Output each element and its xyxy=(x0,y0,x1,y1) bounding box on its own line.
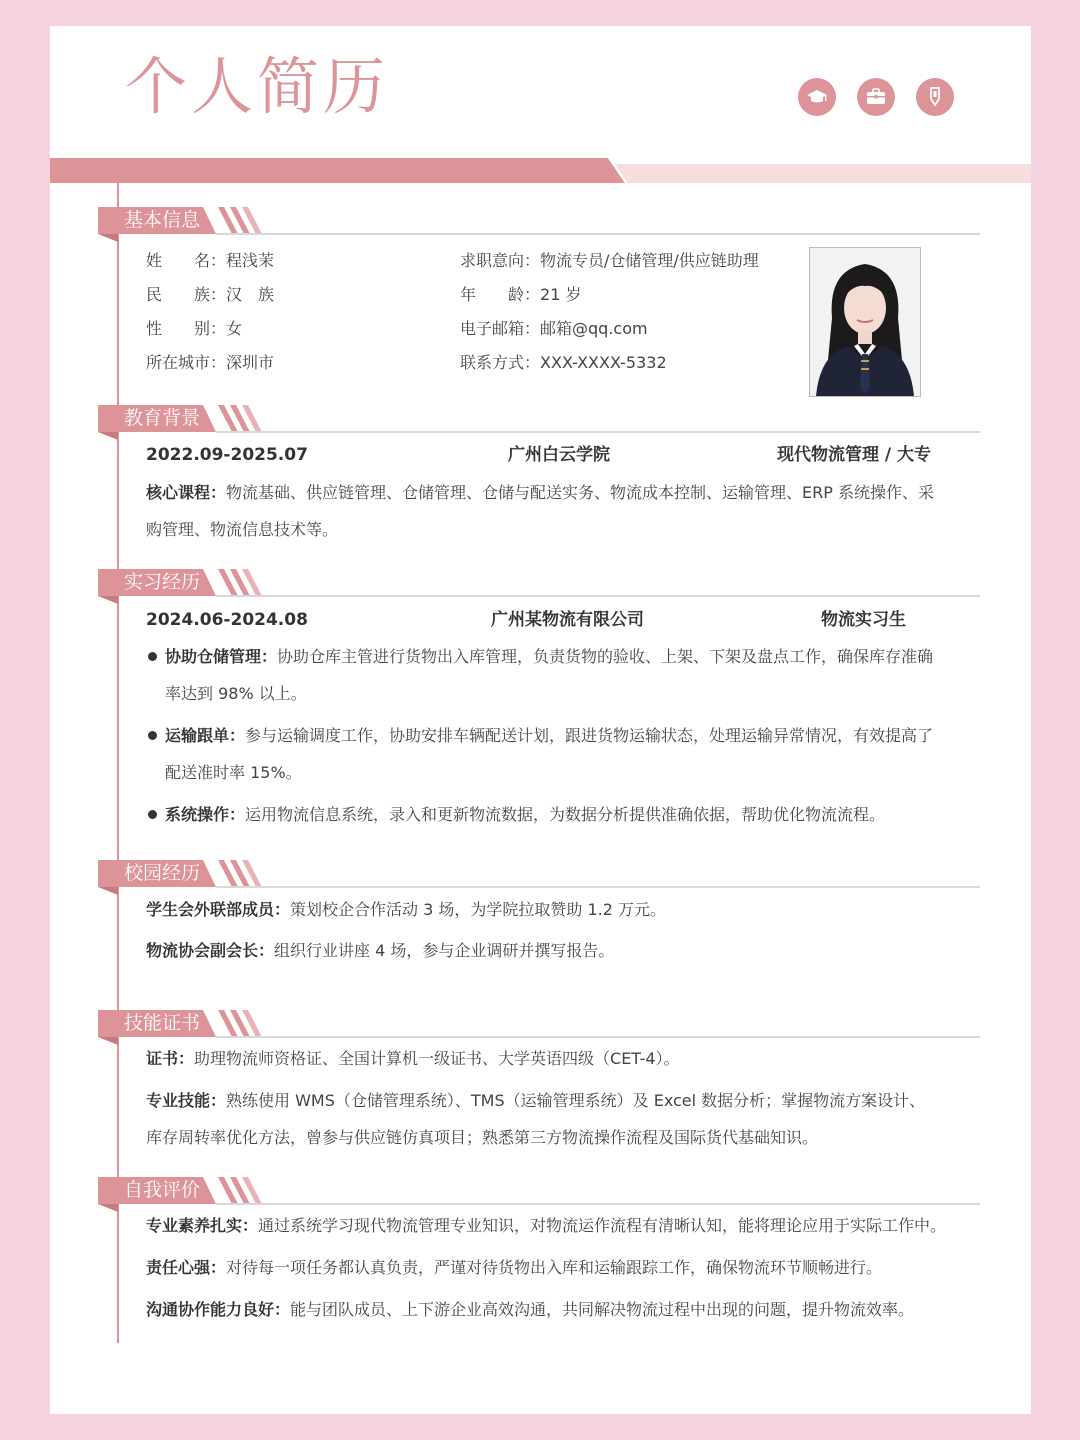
name-row xyxy=(146,250,274,272)
email-row xyxy=(460,318,648,340)
intention-value: 物流专员/仓储管理/供应链助理 xyxy=(540,251,759,270)
item-label: 物流协会副会长： xyxy=(146,941,275,960)
section-title: 自我评价 xyxy=(124,1179,201,1201)
section-header-basic xyxy=(98,207,980,245)
item-label: 证书： xyxy=(146,1049,195,1068)
bullet-dot xyxy=(148,652,157,661)
section-fold xyxy=(98,887,118,895)
item-text: 对待每一项任务都认真负责，严谨对待货物出入库和运输跟踪工作，确保物流环节顺畅进行。 xyxy=(226,1258,883,1277)
age-row xyxy=(460,284,581,306)
phone-row xyxy=(460,352,667,374)
section-fold xyxy=(98,1037,118,1045)
professional-skills xyxy=(146,1082,976,1156)
item-text: 助理物流师资格证、全国计算机一级证书、大学英语四级（CET-4）。 xyxy=(194,1049,680,1068)
graduation-cap-icon xyxy=(798,78,836,116)
item-label: 责任心强： xyxy=(146,1258,227,1277)
section-header-campus xyxy=(98,860,980,898)
section-fold xyxy=(98,432,118,440)
email-label: 电子邮箱： xyxy=(460,319,541,338)
item-label: 学生会外联部成员： xyxy=(146,900,291,919)
self-item xyxy=(146,1215,946,1237)
name-label: 姓 名： xyxy=(146,251,227,270)
phone-label: 联系方式： xyxy=(460,353,541,372)
section-rule xyxy=(216,886,980,888)
section-fold xyxy=(98,596,118,604)
item-label: 协助仓储管理： xyxy=(165,647,278,666)
header-banner xyxy=(50,158,625,183)
item-text-cont: 配送准时率 15%。 xyxy=(165,763,302,782)
section-title: 教育背景 xyxy=(124,407,201,429)
ethnicity-row xyxy=(146,284,274,306)
internship-item xyxy=(165,638,965,712)
section-fold xyxy=(98,1204,118,1212)
item-text: 协助仓库主管进行货物出入库管理，负责货物的验收、上架、下架及盘点工作，确保库存准确 xyxy=(277,647,934,666)
briefcase-icon xyxy=(857,78,895,116)
section-header-self xyxy=(98,1177,980,1215)
item-text: 组织行业讲座 4 场，参与企业调研并撰写报告。 xyxy=(274,941,615,960)
gender-row xyxy=(146,318,242,340)
age-label: 年 龄： xyxy=(460,285,541,304)
internship-item xyxy=(165,796,965,833)
item-text: 熟练使用 WMS（仓储管理系统）、TMS（运输管理系统）及 Excel 数据分析；掌握物流方案设计、 xyxy=(226,1091,926,1110)
section-header-internship xyxy=(98,569,980,607)
ethnicity-value: 汉 族 xyxy=(226,285,275,304)
timeline-line xyxy=(117,183,119,1343)
header-banner-light xyxy=(615,164,1031,183)
gender-label: 性 别： xyxy=(146,319,227,338)
name-value: 程浅茉 xyxy=(226,251,275,270)
internship-item xyxy=(165,717,965,791)
item-text: 运用物流信息系统，录入和更新物流数据，为数据分析提供准确依据，帮助优化物流流程。 xyxy=(245,805,886,824)
phone-value: XXX-XXXX-5332 xyxy=(540,353,667,372)
email-value: 邮箱@qq.com xyxy=(540,319,648,338)
section-rule xyxy=(216,233,980,235)
pen-icon xyxy=(916,78,954,116)
age-value: 21 岁 xyxy=(540,285,582,304)
section-title: 实习经历 xyxy=(124,571,201,593)
header-icons xyxy=(798,78,954,116)
bullet-dot xyxy=(148,810,157,819)
self-item xyxy=(146,1299,914,1321)
section-rule xyxy=(216,595,980,597)
bullet-dot xyxy=(148,731,157,740)
item-label: 运输跟单： xyxy=(165,726,246,745)
education-school: 广州白云学院 xyxy=(508,445,610,465)
section-rule xyxy=(216,1203,980,1205)
item-text: 策划校企合作活动 3 场，为学院拉取赞助 1.2 万元。 xyxy=(290,900,666,919)
item-text-cont: 率达到 98% 以上。 xyxy=(165,684,307,703)
item-label: 专业技能： xyxy=(146,1091,227,1110)
ethnicity-label: 民 族： xyxy=(146,285,227,304)
page-title: 个人简历 xyxy=(125,50,390,123)
city-row xyxy=(146,352,274,374)
section-stripes xyxy=(214,1177,264,1204)
city-value: 深圳市 xyxy=(226,353,275,372)
section-fold xyxy=(98,234,118,242)
item-text: 参与运输调度工作，协助安排车辆配送计划，跟进货物运输状态，处理运输异常情况，有效提高了 xyxy=(245,726,934,745)
gender-value: 女 xyxy=(226,319,243,338)
section-stripes xyxy=(214,860,264,887)
section-stripes xyxy=(214,569,264,596)
courses-label: 核心课程： xyxy=(146,483,227,502)
intention-row xyxy=(460,250,759,272)
section-title: 校园经历 xyxy=(124,862,201,884)
section-rule xyxy=(216,431,980,433)
item-text: 能与团队成员、上下游企业高效沟通，共同解决物流过程中出现的问题，提升物流效率。 xyxy=(290,1300,915,1319)
section-stripes xyxy=(214,1010,264,1037)
education-courses xyxy=(146,474,966,548)
section-header-education xyxy=(98,405,980,443)
item-text-cont: 库存周转率优化方法，曾参与供应链仿真项目；熟悉第三方物流操作流程及国际货代基础知识。 xyxy=(146,1128,819,1147)
education-period: 2022.09-2025.07 xyxy=(146,445,308,465)
resume-page xyxy=(50,26,1031,1414)
item-text: 通过系统学习现代物流管理专业知识，对物流运作流程有清晰认知，能将理论应用于实际工作中。 xyxy=(258,1216,947,1235)
section-header-skills xyxy=(98,1010,980,1048)
internship-role: 物流实习生 xyxy=(821,610,906,630)
internship-company: 广州某物流有限公司 xyxy=(491,610,644,630)
city-label: 所在城市： xyxy=(146,353,227,372)
courses-line2: 购管理、物流信息技术等。 xyxy=(146,520,339,539)
section-stripes xyxy=(214,405,264,432)
intention-label: 求职意向： xyxy=(460,251,541,270)
section-title: 基本信息 xyxy=(124,209,201,231)
internship-period: 2024.06-2024.08 xyxy=(146,610,308,630)
self-item xyxy=(146,1257,882,1279)
campus-item xyxy=(146,899,666,921)
profile-photo xyxy=(809,247,921,397)
courses-line1: 物流基础、供应链管理、仓储管理、仓储与配送实务、物流成本控制、运输管理、ERP 系统操作、采 xyxy=(226,483,934,502)
certificates xyxy=(146,1048,680,1070)
item-label: 专业素养扎实： xyxy=(146,1216,259,1235)
section-rule xyxy=(216,1036,980,1038)
campus-item xyxy=(146,940,614,962)
section-title: 技能证书 xyxy=(124,1012,201,1034)
section-stripes xyxy=(214,207,264,234)
item-label: 沟通协作能力良好： xyxy=(146,1300,291,1319)
item-label: 系统操作： xyxy=(165,805,246,824)
education-major: 现代物流管理 / 大专 xyxy=(777,445,932,465)
